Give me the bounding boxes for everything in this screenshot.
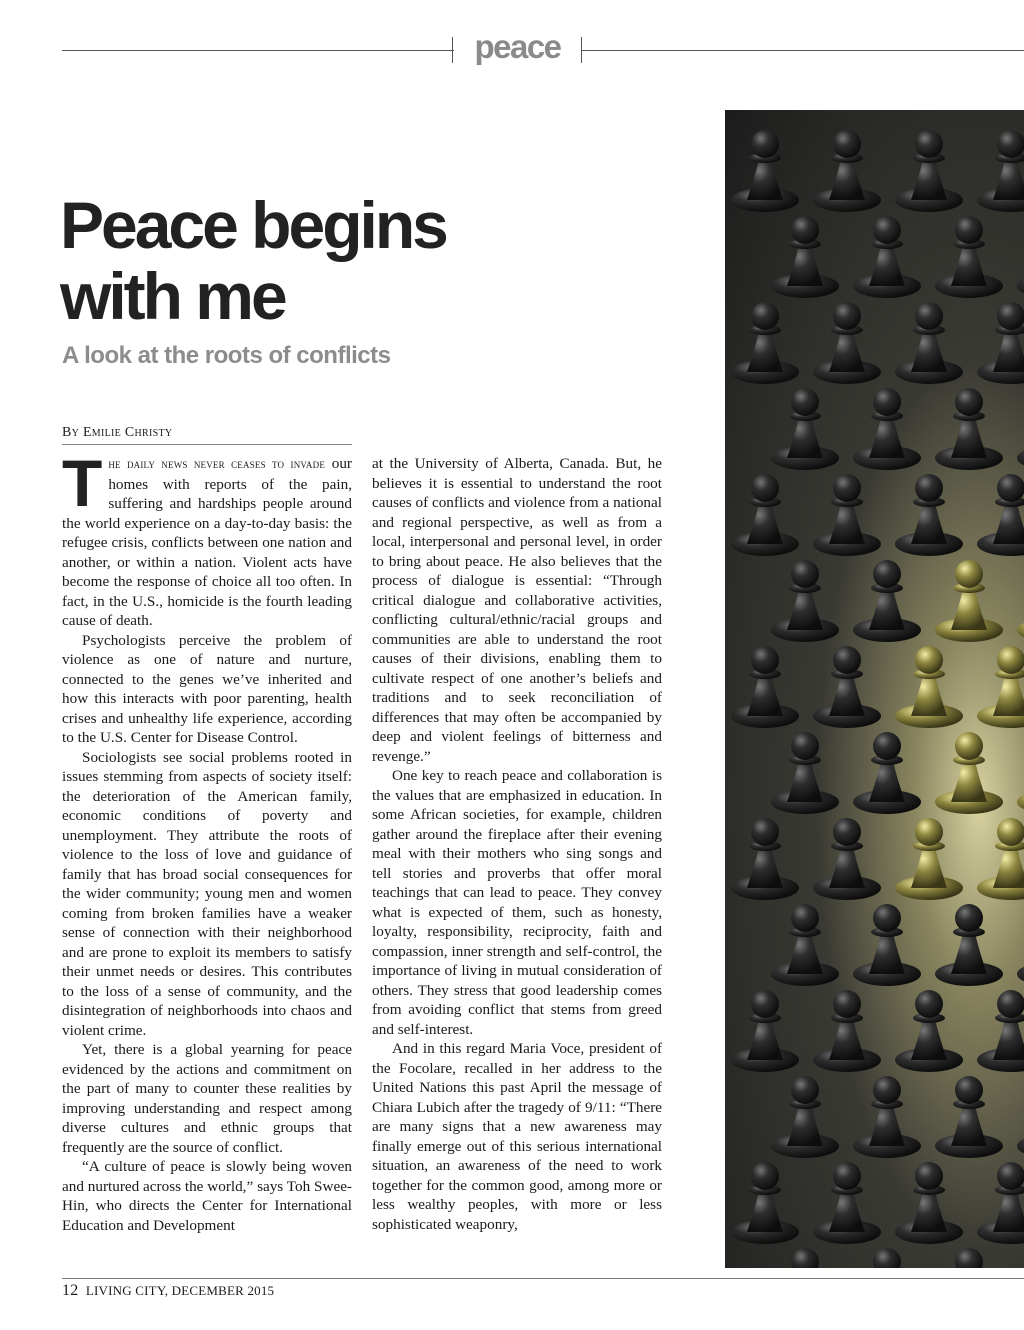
dark-pawn	[935, 1248, 1003, 1268]
dark-pawn	[977, 1162, 1024, 1244]
gold-pawn	[935, 560, 1003, 642]
section-label: peace	[474, 28, 561, 65]
gold-pawn	[895, 646, 963, 728]
byline: By Emilie Christy	[62, 425, 352, 445]
dark-pawn	[731, 302, 799, 384]
page-number: 12	[62, 1282, 79, 1299]
header-rule-tick-left	[452, 37, 453, 63]
dark-pawn	[895, 474, 963, 556]
lead-paragraph-text: our homes with reports of the pain, suffering and hardships people around the world experience on a day-to-day basis: the refugee crisis, conflicts between one nation and another, or within a nation. Violent acts have become the response of choice all too often. In fact, in the U.S., homicide is the fourth leading cause of death.	[62, 455, 352, 629]
paragraph: Psychologists perceive the problem of violence as one of nature and nurture, connected to the genes we’ve inherited and how this interacts with poor parenting, health crises and unhealthy life experience, according to the U.S. Center for Disease Control.	[62, 631, 352, 746]
dark-pawn	[731, 818, 799, 900]
dark-pawn	[813, 474, 881, 556]
dark-pawn	[895, 990, 963, 1072]
dark-pawn	[853, 904, 921, 986]
dark-pawn	[977, 130, 1024, 212]
dark-pawn	[853, 1248, 921, 1268]
dark-pawn	[853, 388, 921, 470]
paragraph: “A culture of peace is slowly being woven and nurtured across the world,” says Toh Swee-Hin, who directs the Center for International Education and Development	[62, 1158, 352, 1234]
article-title	[60, 190, 446, 332]
pawn-illustration	[725, 110, 1024, 1268]
dark-pawn	[771, 1248, 839, 1268]
gold-pawn	[895, 818, 963, 900]
dark-pawn	[895, 130, 963, 212]
footer-rule	[62, 1278, 1024, 1279]
dark-pawn	[935, 216, 1003, 298]
dark-pawn	[813, 302, 881, 384]
paragraph: at the University of Alberta, Canada. But, he believes it is essential to understand the root causes of conflicts and violence from a national and regional perspective, as well as from a local, interpersonal and personal level, in order to bring about peace. He also believes that the process of dialogue is essential: “Through critical dialogue and collaborative activities, conflicting cultural/ethnic/racial groups and communities are able to understand the root causes of their divisions, enabling them to cultivate respect of one another’s beliefs and traditions and to seek reconciliation of differences that may often be accompanied by deep and violent feelings of bitterness and revenge.”	[372, 455, 662, 765]
dark-pawn	[813, 1162, 881, 1244]
article-subtitle: A look at the roots of conflicts	[62, 342, 391, 369]
dark-pawn	[731, 990, 799, 1072]
dark-pawn	[895, 1162, 963, 1244]
dark-pawn	[731, 1162, 799, 1244]
dark-pawn	[935, 1076, 1003, 1158]
paragraph: Sociologists see social problems rooted in issues stemming from aspects of society itself: the deterioration of the American family, economic conditions of poverty and unemployment. They attribute the roots of violence to the loss of love and guidance of family that has broad social consequences for the wider community; young men and women coming from broken families have a weaker sense of connection with their neighborhood and are prone to exploit its members to satisfy their unmet needs or desires. This contributes to the loss of a sense of community, and the disintegration of neighborhoods into chaos and violent crime.	[62, 748, 352, 1039]
dark-pawn	[1017, 216, 1024, 298]
dark-pawn	[1017, 904, 1024, 986]
paragraph: Yet, there is a global yearning for peace evidenced by the actions and commitment on the part of many to counter these realities by improving understanding and respect among diverse cultures and ethnic groups that frequently are the source of conflict.	[62, 1041, 352, 1156]
dark-pawn	[935, 904, 1003, 986]
dark-pawn	[813, 818, 881, 900]
drop-cap: T	[62, 446, 103, 520]
dark-pawn	[977, 990, 1024, 1072]
dark-pawn	[771, 560, 839, 642]
paragraph: And in this regard Maria Voce, president of the Focolare, recalled in her address to the United Nations this past April the message of Chiara Lubich after the tragedy of 9/11: “There are many signs that a new awareness may finally emerge out of this serious international situation, an awareness of the need to work together for the common good, among more or less wealthy peoples, with more or less sophisticated weaponry,	[372, 1040, 662, 1233]
dark-pawn	[771, 216, 839, 298]
title-line-1: Peace begins	[60, 188, 446, 262]
dark-pawn	[731, 130, 799, 212]
chess-pawns-photo	[725, 110, 1024, 1268]
dark-pawn	[1017, 1076, 1024, 1158]
dark-pawn	[771, 388, 839, 470]
dark-pawn	[813, 646, 881, 728]
dark-pawn	[935, 388, 1003, 470]
dark-pawn	[1017, 388, 1024, 470]
paragraph: One key to reach peace and collaboration is the values that are emphasized in education. In some African societies, for example, children gather around the fireplace after their evening meal with their mothers who sing songs and tell stories and proverbs that offer moral teachings that can lead to peace. They convey what is expected of them, such as honesty, loyalty, responsibility, reciprocity, faith and compassion, inner strength and self-control, the importance of living in mutual consideration of others. They stress that good leadership comes from avoiding conflict that stems from greed and self-interest.	[372, 767, 662, 1038]
publication-info: LIVING CITY, DECEMBER 2015	[85, 1283, 275, 1298]
title-line-2: with me	[60, 259, 285, 333]
header-rule-right	[582, 50, 1024, 51]
gold-pawn	[1017, 732, 1024, 814]
lead-paragraph	[62, 446, 352, 631]
dark-pawn	[853, 216, 921, 298]
dark-pawn	[731, 474, 799, 556]
dark-pawn	[853, 732, 921, 814]
lead-small-caps: he daily news never ceases to invade	[108, 457, 326, 471]
gold-pawn	[935, 732, 1003, 814]
dark-pawn	[977, 474, 1024, 556]
text-column-1	[62, 446, 352, 1235]
dark-pawn	[853, 560, 921, 642]
dark-pawn	[813, 990, 881, 1072]
dark-pawn	[731, 646, 799, 728]
gold-pawn	[977, 818, 1024, 900]
dark-pawn	[977, 302, 1024, 384]
dark-pawn	[895, 302, 963, 384]
dark-pawn	[771, 732, 839, 814]
text-column-2	[372, 454, 662, 1234]
dark-pawn	[813, 130, 881, 212]
gold-pawn	[977, 646, 1024, 728]
dark-pawn	[771, 1076, 839, 1158]
dark-pawn	[771, 904, 839, 986]
dark-pawn	[853, 1076, 921, 1158]
page-footer	[62, 1282, 274, 1300]
gold-pawn	[1017, 560, 1024, 642]
dark-pawn	[1017, 1248, 1024, 1268]
header-rule-left	[62, 50, 454, 51]
